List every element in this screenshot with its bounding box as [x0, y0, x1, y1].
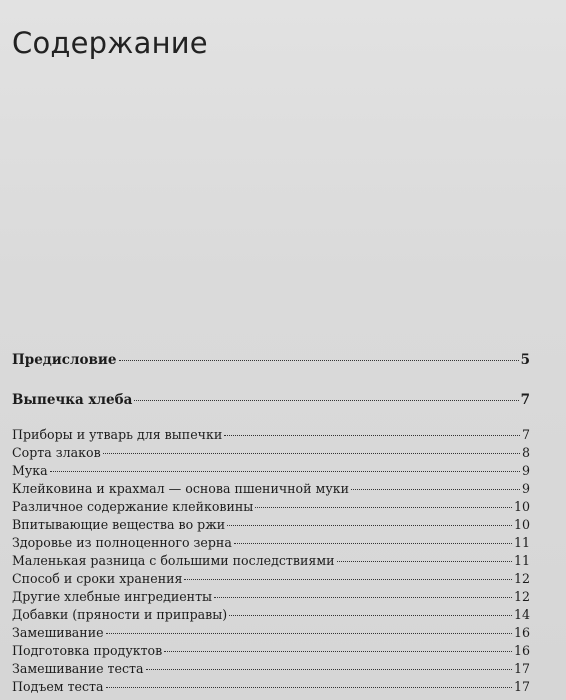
dot-leader — [337, 561, 512, 562]
toc-entry-label: Здоровье из полноценного зерна — [12, 535, 232, 550]
toc-entry-label: Маленькая разница с большими последствиями — [12, 553, 335, 568]
dot-leader — [229, 615, 512, 616]
toc-page-number: 16 — [513, 625, 530, 640]
toc-page-number: 10 — [513, 517, 530, 532]
dot-leader — [50, 471, 520, 472]
dot-leader — [234, 543, 512, 544]
dot-leader — [146, 669, 512, 670]
toc-page-number: 12 — [513, 589, 530, 604]
toc-entry-label: Клейковина и крахмал — основа пшеничной муки — [12, 481, 350, 496]
toc-page-number: 5 — [520, 352, 530, 368]
toc-entry-label: Замешивание теста — [12, 661, 144, 676]
toc-section-label: Выпечка хлеба — [12, 392, 133, 408]
toc-entry[interactable] — [12, 463, 530, 479]
toc-page-number: 17 — [513, 661, 530, 676]
toc-entry-label: Другие хлебные ингредиенты — [12, 589, 213, 604]
toc-entry[interactable] — [12, 427, 530, 443]
dot-leader — [227, 525, 512, 526]
dot-leader — [106, 687, 512, 688]
toc-page-number: 14 — [513, 607, 530, 622]
toc-entry-label: Способ и сроки хранения — [12, 571, 183, 586]
toc-entry[interactable] — [12, 517, 530, 533]
toc-entry[interactable] — [12, 643, 530, 659]
toc-entry[interactable] — [12, 535, 530, 551]
toc-entry[interactable] — [12, 589, 530, 605]
toc-entry[interactable] — [12, 661, 530, 677]
toc-page-number: 11 — [513, 553, 530, 568]
toc-entry[interactable] — [12, 607, 530, 623]
dot-leader — [214, 597, 512, 598]
page-title: Содержание — [12, 26, 208, 60]
toc-entry-label: Впитывающие вещества во ржи — [12, 517, 226, 532]
toc-page-number: 7 — [521, 427, 530, 442]
toc-entry[interactable] — [12, 679, 530, 695]
dot-leader — [134, 400, 518, 401]
toc-entry-label: Сорта злаков — [12, 445, 101, 460]
toc-page-number: 8 — [521, 445, 530, 460]
toc-entry[interactable] — [12, 625, 530, 641]
toc-page-number: 12 — [513, 571, 530, 586]
toc-entry[interactable] — [12, 553, 530, 569]
dot-leader — [103, 453, 520, 454]
toc-page-number: 9 — [521, 481, 530, 496]
toc-entry-label: Замешивание — [12, 625, 104, 640]
toc-entry-label: Подготовка продуктов — [12, 643, 163, 658]
toc-entry-label: Добавки (пряности и приправы) — [12, 607, 228, 622]
dot-leader — [351, 489, 520, 490]
toc-page-number: 9 — [521, 463, 530, 478]
toc-entry[interactable] — [12, 499, 530, 515]
toc-entry-label: Приборы и утварь для выпечки — [12, 427, 223, 442]
dot-leader — [224, 435, 520, 436]
toc-page-number: 16 — [513, 643, 530, 658]
dot-leader — [119, 360, 519, 361]
dot-leader — [164, 651, 512, 652]
toc-entry[interactable] — [12, 571, 530, 587]
toc-page-number: 11 — [513, 535, 530, 550]
toc-entry[interactable] — [12, 445, 530, 461]
toc-section-bread-baking[interactable] — [12, 392, 530, 408]
dot-leader — [255, 507, 512, 508]
toc-section-preface[interactable] — [12, 352, 530, 368]
toc-page-number: 7 — [520, 392, 530, 408]
dot-leader — [184, 579, 512, 580]
toc-entry-label: Различное содержание клейковины — [12, 499, 254, 514]
toc-page-number: 10 — [513, 499, 530, 514]
toc-entry[interactable] — [12, 481, 530, 497]
toc-section-label: Предисловие — [12, 352, 117, 368]
toc-entry-label: Подъем теста — [12, 679, 104, 694]
toc-entry-label: Мука — [12, 463, 48, 478]
dot-leader — [106, 633, 512, 634]
toc-page-number: 17 — [513, 679, 530, 694]
